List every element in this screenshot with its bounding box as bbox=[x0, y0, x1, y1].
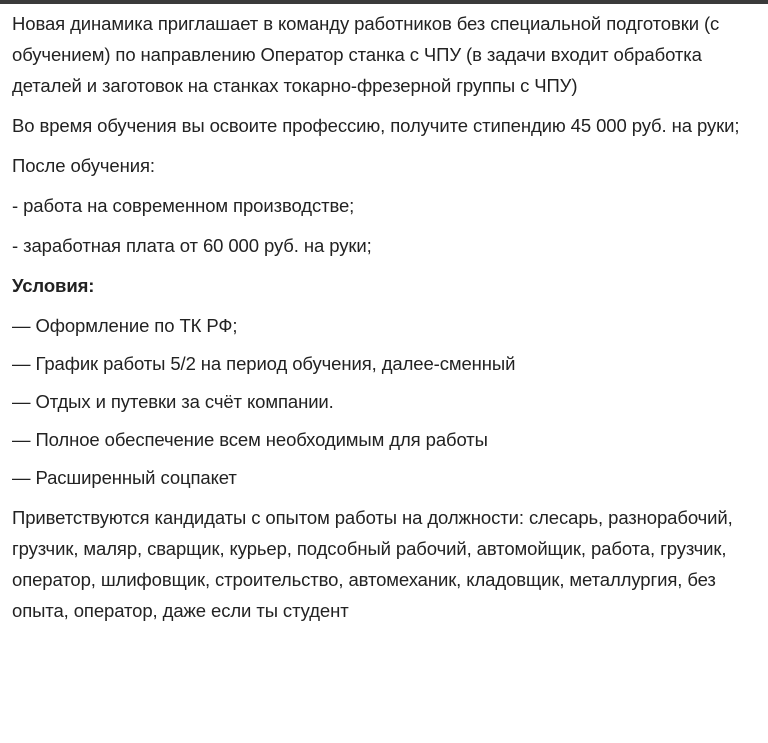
condition-item: — Оформление по ТК РФ; bbox=[12, 315, 238, 336]
training-paragraph: Во время обучения вы освоите профессию, получите стипендию 45 000 руб. на руки; bbox=[12, 115, 740, 136]
after-training-item: - работа на современном производстве; bbox=[12, 195, 355, 216]
vacancy-description bbox=[12, 8, 760, 635]
condition-item: — Отдых и путевки за счёт компании. bbox=[12, 391, 334, 412]
condition-item: — Полное обеспечение всем необходимым для работы bbox=[12, 429, 488, 450]
top-border bbox=[0, 0, 768, 4]
after-training-item: - заработная плата от 60 000 руб. на руки; bbox=[12, 235, 372, 256]
condition-item: — График работы 5/2 на период обучения, далее-сменный bbox=[12, 353, 516, 374]
condition-item: — Расширенный соцпакет bbox=[12, 467, 237, 488]
after-training-title: После обучения: bbox=[12, 155, 155, 176]
intro-paragraph: Новая динамика приглашает в команду работников без специальной подготовки (с обучением) по направлению Оператор станка с ЧПУ (в задачи входит обработка деталей и заготовок на станках токарно-фрезерной группы с ЧПУ) bbox=[12, 13, 720, 96]
conditions-heading: Условия: bbox=[12, 275, 95, 296]
welcome-paragraph: Приветствуются кандидаты с опытом работы на должности: слесарь, разнорабочий, грузчик, маляр, сварщик, курьер, подсобный рабочий, автомойщик, работа, грузчик, оператор, шлифовщик, строительство, автомеханик, кладовщик, металлургия, без опыта, оператор, даже если ты студент bbox=[12, 507, 733, 621]
